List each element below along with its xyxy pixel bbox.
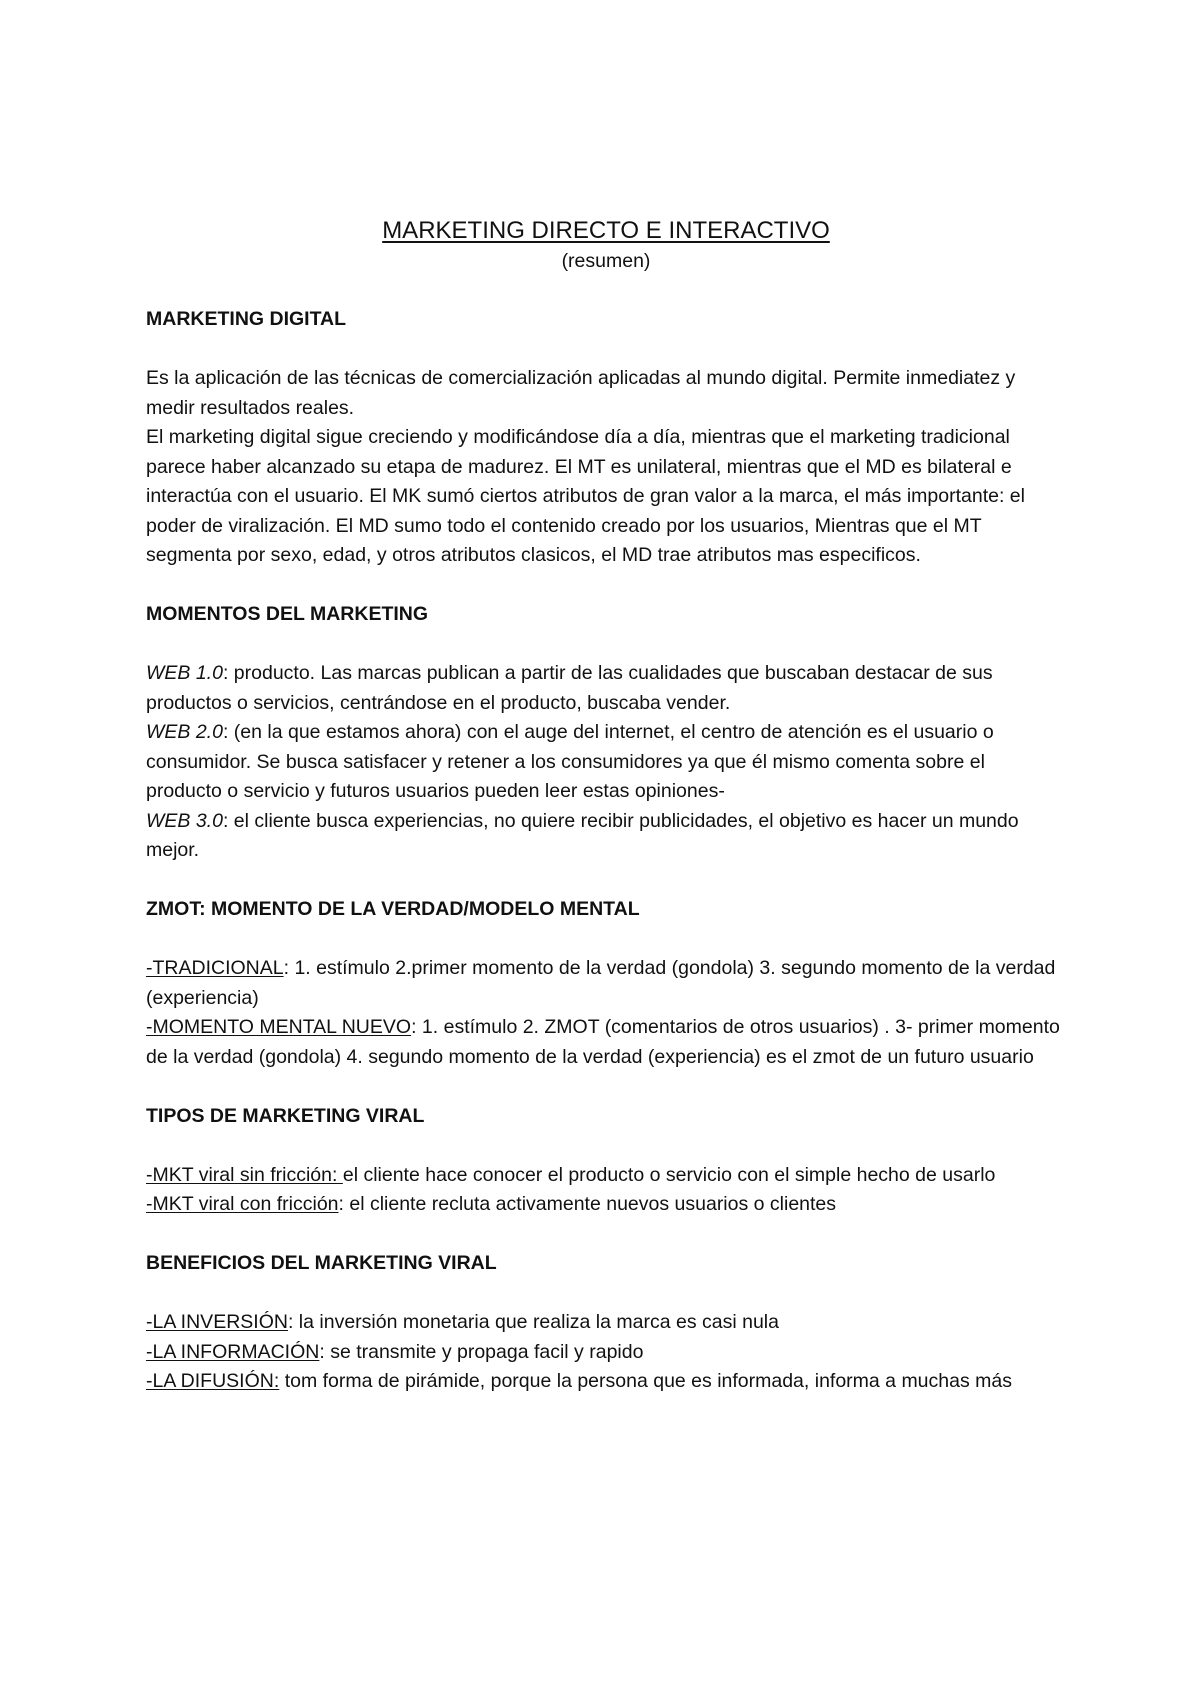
web2-label: WEB 2.0 <box>146 721 223 743</box>
paragraph-con-friccion <box>146 1190 1066 1220</box>
web3-label: WEB 3.0 <box>146 809 223 832</box>
section-zmot <box>146 895 1066 1072</box>
paragraph-informacion <box>146 1338 1066 1368</box>
nuevo-label: -MOMENTO MENTAL NUEVO <box>146 1016 412 1038</box>
sin-friccion-label: -MKT viral sin fricción: <box>146 1163 343 1186</box>
tradicional-text: : 1. estímulo 2.primer momento de la verdad (gondola) 3. segundo momento de la verdad (experiencia) <box>146 957 1056 1009</box>
informacion-label: -LA INFORMACIÓN <box>146 1340 320 1363</box>
section-beneficios <box>146 1249 1066 1397</box>
con-friccion-label: -MKT viral con fricción <box>146 1193 339 1215</box>
document-page <box>146 216 1066 1426</box>
web3-text: : el cliente busca experiencias, no quiere recibir publicidades, el objetivo es hacer un mundo mejor. <box>146 809 1019 861</box>
paragraph-web3 <box>146 807 1066 866</box>
difusion-label: -LA DIFUSIÓN: <box>146 1370 280 1392</box>
paragraph-web1 <box>146 659 1066 718</box>
paragraph-inversion <box>146 1308 1066 1338</box>
section-heading: MARKETING DIGITAL <box>146 308 347 330</box>
difusion-text: tom forma de pirámide, porque la persona que es informada, informa a muchas más <box>279 1370 1012 1392</box>
document-title: MARKETING DIRECTO E INTERACTIVO <box>382 217 830 244</box>
con-friccion-text: : el cliente recluta activamente nuevos usuarios o clientes <box>338 1193 837 1215</box>
section-marketing-digital <box>146 305 1066 571</box>
inversion-text: : la inversión monetaria que realiza la marca es casi nula <box>287 1311 779 1333</box>
paragraph-sin-friccion <box>146 1161 1066 1191</box>
paragraph-web2 <box>146 718 1066 807</box>
section-momentos <box>146 600 1066 866</box>
section-heading: MOMENTOS DEL MARKETING <box>146 603 429 625</box>
document-subtitle: (resumen) <box>561 250 651 272</box>
paragraph-difusion <box>146 1367 1066 1397</box>
section-heading: BENEFICIOS DEL MARKETING VIRAL <box>146 1252 497 1274</box>
section-heading: ZMOT: MOMENTO DE LA VERDAD/MODELO MENTAL <box>146 898 640 920</box>
paragraph: Es la aplicación de las técnicas de comercialización aplicadas al mundo digital. Permite inmediatez y medir resultados reales. <box>146 367 1016 419</box>
web1-label: WEB 1.0 <box>146 662 223 684</box>
inversion-label: -LA INVERSIÓN <box>146 1311 288 1333</box>
tradicional-label: -TRADICIONAL <box>146 957 284 979</box>
web1-text: : producto. Las marcas publican a partir de las cualidades que buscaban destacar de sus productos o servicios, centrándose en el producto, buscaba vender. <box>146 662 993 714</box>
section-heading: TIPOS DE MARKETING VIRAL <box>146 1104 425 1127</box>
informacion-text: : se transmite y propaga facil y rapido <box>319 1340 644 1363</box>
web2-text: : (en la que estamos ahora) con el auge del internet, el centro de atención es el usuario o consumidor. Se busca satisfacer y retener a los consumidores ya que él mismo comenta sobre el producto o servicio y futuros usuarios pueden leer estas opiniones- <box>146 721 994 802</box>
paragraph-nuevo <box>146 1013 1066 1072</box>
nuevo-text: : 1. estímulo 2. ZMOT (comentarios de otros usuarios) . 3- primer momento de la verdad (gondola) 4. segundo momento de la verdad (experiencia) es el zmot de un futuro usuario <box>146 1016 1060 1068</box>
sin-friccion-text: el cliente hace conocer el producto o servicio con el simple hecho de usarlo <box>342 1163 996 1186</box>
paragraph-tradicional <box>146 954 1066 1013</box>
paragraph: El marketing digital sigue creciendo y modificándose día a día, mientras que el marketing tradicional parece haber alcanzado su etapa de madurez. El MT es unilateral, mientras que el MD es bilateral e interactúa con el usuario. El MK sumó ciertos atributos de gran valor a la marca, el más importante: el poder de viralización. El MD sumo todo el contenido creado por los usuarios, Mientras que el MT segmenta por sexo, edad, y otros atributos clasicos, el MD trae atributos mas especificos. <box>146 426 1025 566</box>
section-tipos-viral <box>146 1102 1066 1220</box>
